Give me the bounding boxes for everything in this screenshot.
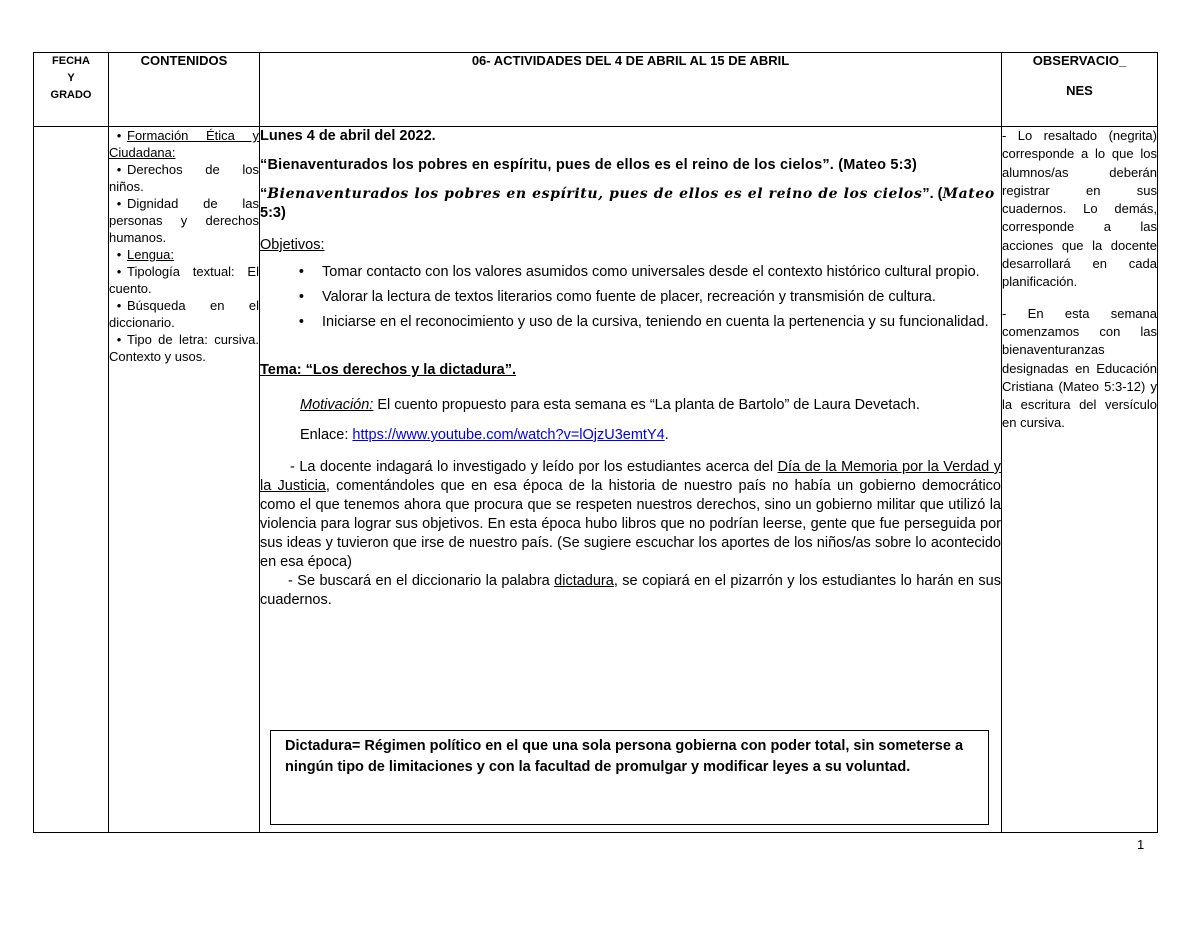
motivacion-label: Motivación: bbox=[300, 397, 374, 413]
header-observaciones bbox=[1002, 53, 1158, 127]
definition-box: Dictadura= Régimen político en el que una sola persona gobierna con poder total, sin someterse a ningún tipo de limitaciones y con la facultad de promulgar y modificar leyes a su voluntad. bbox=[270, 730, 989, 825]
header-row bbox=[34, 53, 1158, 127]
contenidos-item: • Tipología textual: El cuento. bbox=[109, 264, 259, 296]
contenidos-cell bbox=[109, 127, 260, 833]
header-obs-line1: OBSERVACIO_ bbox=[1032, 53, 1127, 68]
contenidos-item: • Tipo de letra: cursiva. Contexto y usos. bbox=[109, 332, 259, 364]
tema-title: Tema: “Los derechos y la dictadura”. bbox=[260, 362, 516, 378]
objective-item: • Tomar contacto con los valores asumidos como universales desde el contexto histórico cultural propio. bbox=[260, 263, 1001, 282]
header-obs-line2: NES bbox=[1066, 83, 1093, 98]
bullet-icon: • bbox=[298, 264, 304, 280]
bullet-icon: • bbox=[116, 332, 122, 347]
lesson-date: Lunes 4 de abril del 2022. bbox=[260, 128, 436, 144]
bullet-icon: • bbox=[116, 128, 122, 143]
body-row bbox=[34, 127, 1158, 833]
enlace-line: Enlace: https://www.youtube.com/watch?v=lOjzU3emtY4. bbox=[300, 427, 669, 443]
planning-table bbox=[33, 52, 1158, 833]
contenidos-item: • Formación Ética y Ciudadana: bbox=[109, 128, 259, 160]
motivacion-paragraph: Motivación: El cuento propuesto para esta semana es “La planta de Bartolo” de Laura Devetach. bbox=[300, 397, 920, 413]
fecha-grado-cell bbox=[34, 127, 109, 833]
contenidos-item: • Lengua: bbox=[109, 246, 259, 263]
header-grado: GRADO bbox=[50, 89, 92, 101]
bullet-icon: • bbox=[116, 247, 122, 262]
bullet-icon: • bbox=[116, 162, 122, 177]
diccionario-paragraph: - Se buscará en el diccionario la palabra dictadura, se copiará en el pizarrón y los estudiantes lo harán en sus cuadernos. bbox=[260, 573, 1001, 608]
header-actividades: 06- ACTIVIDADES DEL 4 DE ABRIL AL 15 DE ABRIL bbox=[260, 53, 1002, 127]
verse-print: “Bienaventurados los pobres en espíritu, pues de ellos es el reino de los cielos”. (Mateo 5:3) bbox=[260, 157, 917, 173]
contenidos-item: • Derechos de los niños. bbox=[109, 162, 259, 194]
header-y: Y bbox=[67, 72, 75, 84]
bullet-icon: • bbox=[298, 314, 304, 330]
bullet-icon: • bbox=[116, 298, 122, 313]
page-number: 1 bbox=[1137, 837, 1145, 852]
bullet-icon: • bbox=[116, 264, 122, 279]
contenidos-item: • Dignidad de las personas y derechos humanos. bbox=[109, 196, 259, 245]
bullet-icon: • bbox=[116, 196, 122, 211]
observacion-2: - En esta semana comenzamos con las bienaventuranzas designadas en Educación Cristiana (Mateo 5:3-12) y la escritura del versículo en cursiva. bbox=[1002, 305, 1157, 431]
docente-paragraph: - La docente indagará lo investigado y leído por los estudiantes acerca del Día de la Memoria por la Verdad y la Justicia, comentándoles que en esa época de la historia de nuestro país no había un gobierno democrático como el que tenemos ahora que procura que se respeten nuestros derechos, sino un gobierno militar que utilizó la violencia para lograr sus objetivos. En esta época hubo libros que no podrían leerse, gente que fue perseguida por sus ideas y tuvieron que irse de nuestro país. (Se sugiere escuchar los aportes de los niños/as sobre lo acontecido en esa época) bbox=[260, 459, 1001, 570]
observacion-1: - Lo resaltado (negrita) corresponde a lo que los alumnos/as deberán registrar en sus cuadernos. Lo demás, corresponde a las acciones que la docente desarrollará en cada planificación. bbox=[1002, 128, 1157, 290]
header-contenidos: CONTENIDOS bbox=[109, 53, 260, 127]
observaciones-cell bbox=[1002, 127, 1158, 833]
bullet-icon: • bbox=[298, 289, 304, 305]
contenidos-item: • Búsqueda en el diccionario. bbox=[109, 298, 259, 330]
header-fecha-grado bbox=[34, 53, 109, 127]
objective-item: • Valorar la lectura de textos literarios como fuente de placer, recreación y transmisión de cultura. bbox=[260, 288, 1001, 307]
youtube-link[interactable]: https://www.youtube.com/watch?v=lOjzU3emtY4 bbox=[352, 427, 665, 443]
objetivos-title: Objetivos: bbox=[260, 237, 325, 253]
actividades-cell bbox=[260, 127, 1002, 833]
objective-item: • Iniciarse en el reconocimiento y uso de la cursiva, teniendo en cuenta la pertenencia y su funcionalidad. bbox=[260, 313, 1001, 332]
verse-cursive: “Bienaventurados los pobres en espíritu, pues de ellos es el reino de los cielos”. (Mateo 5:3) bbox=[260, 186, 995, 221]
header-fecha: FECHA bbox=[52, 55, 90, 67]
